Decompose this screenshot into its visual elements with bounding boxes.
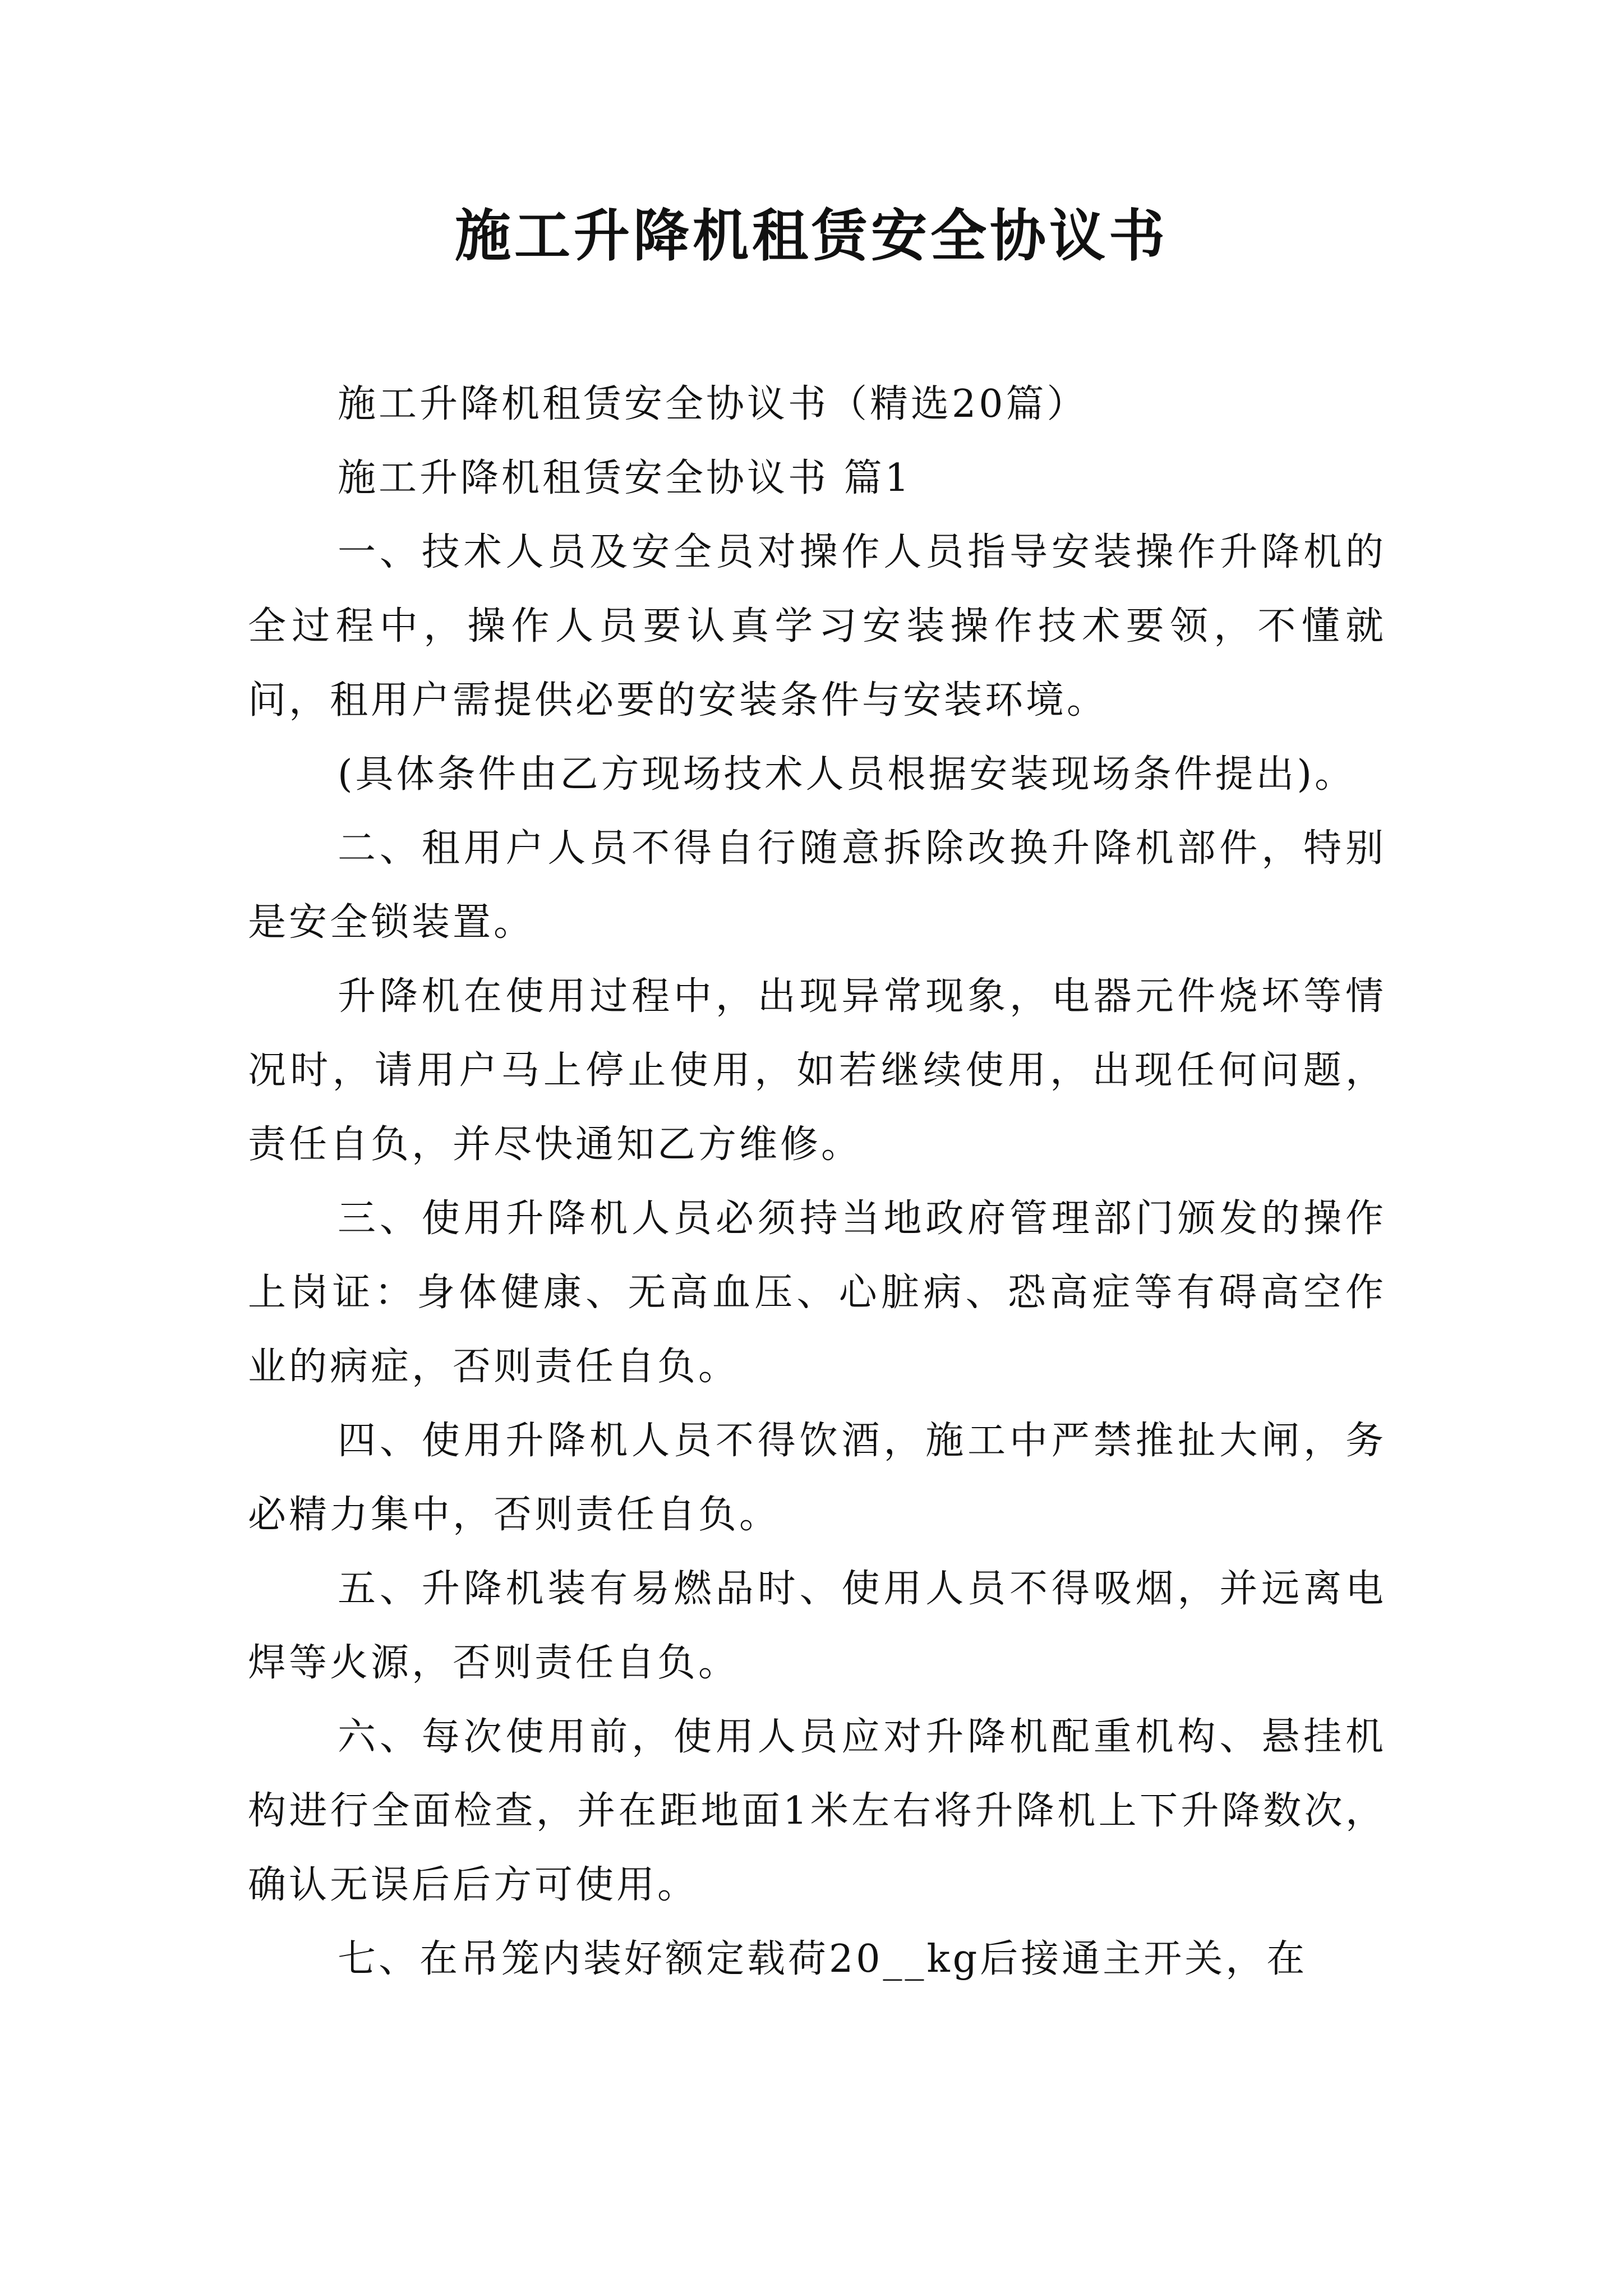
paragraph-clause-1-note: (具体条件由乙方现场技术人员根据安装现场条件提出)。 <box>338 752 1356 797</box>
paragraph-clause-6: 六、每次使用前，使用人员应对升降机配重机构、悬挂机构进行全面检查，并在距地面1米左右将升降机上下升降数次，确认无误后后方可使用。 <box>248 1715 1386 1907</box>
paragraph-subtitle: 施工升降机租赁安全协议书（精选20篇） <box>338 382 1088 426</box>
paragraph-clause-4: 四、使用升降机人员不得饮酒，施工中严禁推扯大闸，务必精力集中，否则责任自负。 <box>248 1419 1386 1537</box>
paragraph-clause-2: 二、租用户人员不得自行随意拆除改换升降机部件，特别是安全锁装置。 <box>248 826 1386 945</box>
document-body <box>248 367 1386 1996</box>
paragraph-clause-7: 七、在吊笼内装好额定载荷20__kg后接通主开关，在 <box>338 1937 1308 1981</box>
paragraph-clause-2-detail: 升降机在使用过程中，出现异常现象，电器元件烧坏等情况时，请用户马上停止使用，如若继续使用，出现任何问题，责任自负，并尽快通知乙方维修。 <box>248 974 1386 1167</box>
document-title: 施工升降机租赁安全协议书 <box>455 203 1168 269</box>
paragraph-clause-5: 五、升降机装有易燃品时、使用人员不得吸烟，并远离电焊等火源，否则责任自负。 <box>248 1567 1386 1685</box>
paragraph-clause-3: 三、使用升降机人员必须持当地政府管理部门颁发的操作上岗证：身体健康、无高血压、心脏病、恐高症等有碍高空作业的病症，否则责任自负。 <box>248 1197 1386 1389</box>
paragraph-section-heading: 施工升降机租赁安全协议书 篇1 <box>338 456 912 500</box>
paragraph-clause-1: 一、技术人员及安全员对操作人员指导安装操作升降机的全过程中，操作人员要认真学习安装操作技术要领，不懂就问，租用户需提供必要的安装条件与安装环境。 <box>248 530 1386 723</box>
